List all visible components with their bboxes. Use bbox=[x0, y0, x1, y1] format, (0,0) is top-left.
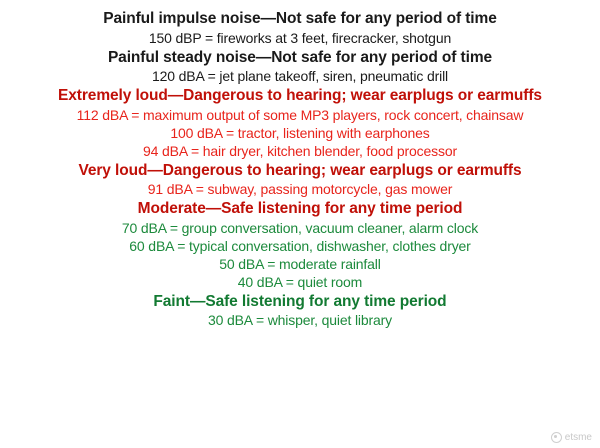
category-heading: Very loud—Dangerous to hearing; wear earplugs or earmuffs bbox=[78, 161, 522, 179]
watermark bbox=[551, 432, 592, 443]
category-heading: Painful impulse noise—Not safe for any period of time bbox=[103, 10, 497, 27]
noise-level-entry: 70 dBA = group conversation, vacuum cleaner, alarm clock bbox=[121, 219, 479, 236]
noise-level-entry: 60 dBA = typical conversation, dishwasher, clothes dryer bbox=[129, 237, 471, 254]
watermark-label: etsme bbox=[564, 432, 592, 443]
noise-level-entry: 94 dBA = hair dryer, kitchen blender, food processor bbox=[142, 142, 457, 159]
chart-line-list bbox=[6, 8, 594, 329]
noise-level-entry: 91 dBA = subway, passing motorcycle, gas mower bbox=[147, 181, 453, 197]
noise-level-entry: 50 dBA = moderate rainfall bbox=[219, 255, 381, 272]
noise-level-entry: 40 dBA = quiet room bbox=[237, 273, 363, 290]
watermark-logo-icon bbox=[551, 432, 562, 443]
noise-level-entry: 30 dBA = whisper, quiet library bbox=[207, 312, 393, 328]
noise-level-entry: 112 dBA = maximum output of some MP3 players, rock concert, chainsaw bbox=[76, 106, 524, 123]
category-heading: Extremely loud—Dangerous to hearing; wear earplugs or earmuffs bbox=[58, 87, 542, 104]
noise-level-entry: 150 dBP = fireworks at 3 feet, firecracker, shotgun bbox=[148, 29, 452, 46]
category-heading: Faint—Safe listening for any time period bbox=[153, 292, 447, 310]
noise-level-entry: 100 dBA = tractor, listening with earphones bbox=[170, 124, 430, 141]
category-heading: Painful steady noise—Not safe for any period of time bbox=[107, 48, 493, 66]
category-heading: Moderate—Safe listening for any time period bbox=[137, 200, 463, 217]
noise-level-entry: 120 dBA = jet plane takeoff, siren, pneumatic drill bbox=[151, 68, 448, 84]
